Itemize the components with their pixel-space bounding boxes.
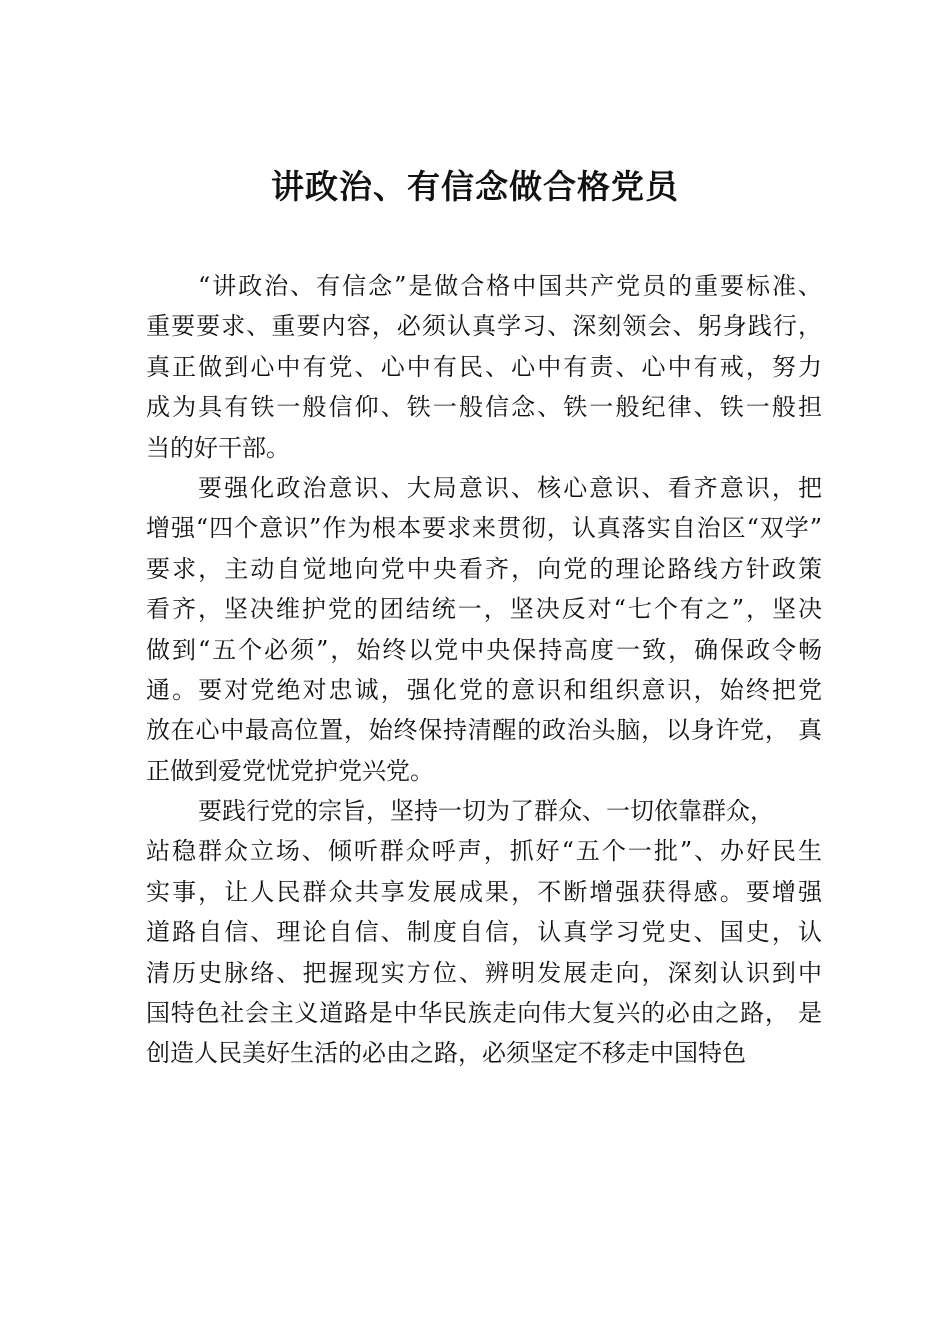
text-line: 通。要对党绝对忠诚，强化党的意识和组织意识，始终把党 (146, 675, 822, 704)
text-line: 重要要求、重要内容，必须认真学习、深刻领会、躬身践行， (146, 312, 822, 341)
document-body (146, 266, 822, 1074)
text-line: 实事，让人民群众共享发展成果，不断增强获得感。要增强 (146, 877, 822, 906)
paragraph (146, 468, 822, 791)
text-line: 增强“四个意识”作为根本要求来贯彻，认真落实自治区“双学” (146, 514, 822, 543)
text-line: 要强化政治意识、大局意识、核心意识、看齐意识，把 (198, 473, 822, 502)
paragraph (146, 791, 822, 1074)
text-line: 道路自信、理论自信、制度自信，认真学习党史、国史，认 (146, 918, 822, 947)
text-line: 清历史脉络、把握现实方位、辨明发展走向，深刻认识到中 (146, 958, 822, 987)
document-title: 讲政治、有信念做合格党员 (271, 167, 679, 206)
text-line: 要践行党的宗旨，坚持一切为了群众、一切依靠群众， (198, 797, 774, 826)
text-line: 看齐，坚决维护党的团结统一，坚决反对“七个有之”，坚决 (146, 595, 822, 624)
text-line: 真正做到心中有党、心中有民、心中有责、心中有戒，努力 (146, 352, 822, 381)
text-line: 当的好干部。 (146, 433, 290, 462)
paragraph (146, 266, 822, 468)
text-line: 做到“五个必须”，始终以党中央保持高度一致，确保政令畅 (146, 635, 822, 664)
text-line: 国特色社会主义道路是中华民族走向伟大复兴的必由之路， 是 (146, 999, 822, 1028)
text-line: 正做到爱党忧党护党兴党。 (146, 756, 434, 785)
text-line: 成为具有铁一般信仰、铁一般信念、铁一般纪律、铁一般担 (146, 393, 822, 422)
text-line: 要求，主动自觉地向党中央看齐，向党的理论路线方针政策 (146, 554, 822, 583)
text-line: 站稳群众立场、倾听群众呼声，抓好“五个一批”、办好民生 (146, 837, 822, 866)
text-line: “讲政治、有信念”是做合格中国共产党员的重要标准、 (198, 272, 822, 300)
text-line: 创造人民美好生活的必由之路，必须坚定不移走中国特色 (146, 1039, 746, 1068)
text-line: 放在心中最高位置，始终保持清醒的政治头脑，以身许党， 真 (146, 716, 822, 745)
